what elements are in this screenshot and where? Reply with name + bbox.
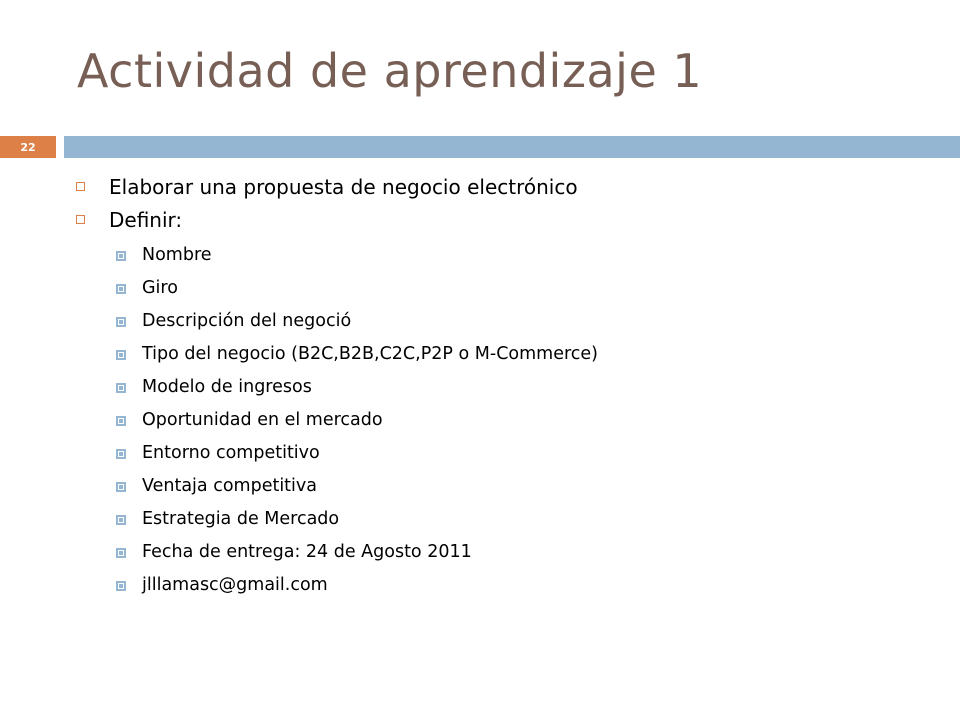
filled-square-bullet-icon: [116, 350, 126, 360]
sub-bullet-list: [76, 239, 936, 602]
sub-list-item-text: Ventaja competitiva: [142, 476, 317, 496]
email-text: jlllamasc@gmail.com: [142, 575, 328, 595]
sub-list-item-text: Estrategia de Mercado: [142, 509, 340, 529]
sub-list-item: [76, 437, 936, 470]
sub-list-item: [76, 503, 936, 536]
filled-square-bullet-icon: [116, 251, 126, 261]
filled-square-bullet-icon: [116, 548, 126, 558]
filled-square-bullet-icon: [116, 581, 126, 591]
sub-list-item: [76, 470, 936, 503]
sub-list-item-text: Descripción del negoció: [142, 311, 352, 331]
sub-list-item-text: Giro: [142, 278, 178, 298]
list-item-text: Elaborar una propuesta de negocio electrónico: [109, 175, 578, 199]
sub-list-item: [76, 338, 936, 371]
bullet-list: [76, 172, 936, 602]
sub-list-item-text: Modelo de ingresos: [142, 377, 312, 397]
filled-square-bullet-icon: [116, 416, 126, 426]
sub-list-item: [76, 569, 936, 602]
list-item-text: Definir:: [109, 208, 183, 232]
sub-list-item-text: Nombre: [142, 245, 212, 265]
sub-list-item-text: Oportunidad en el mercado: [142, 410, 383, 430]
filled-square-bullet-icon: [116, 482, 126, 492]
sub-list-item: [76, 272, 936, 305]
square-bullet-icon: [76, 215, 85, 224]
slide-content: [76, 172, 936, 605]
filled-square-bullet-icon: [116, 515, 126, 525]
title-divider-bar: [64, 136, 960, 158]
sub-list-item: [76, 305, 936, 338]
slide-title: Actividad de aprendizaje 1: [77, 44, 703, 98]
list-item: [76, 205, 936, 602]
sub-list-item-text: Fecha de entrega: 24 de Agosto 2011: [142, 542, 472, 562]
sub-list-item: [76, 239, 936, 272]
filled-square-bullet-icon: [116, 449, 126, 459]
filled-square-bullet-icon: [116, 284, 126, 294]
slide-number: 22: [0, 136, 56, 158]
sub-list-item: [76, 371, 936, 404]
sub-list-item: [76, 536, 936, 569]
list-item: [76, 172, 936, 202]
sub-list-item: [76, 404, 936, 437]
sub-list-item-text: Tipo del negocio (B2C,B2B,C2C,P2P o M-Commerce): [142, 344, 599, 364]
filled-square-bullet-icon: [116, 383, 126, 393]
square-bullet-icon: [76, 182, 85, 191]
sub-list-item-text: Entorno competitivo: [142, 443, 320, 463]
filled-square-bullet-icon: [116, 317, 126, 327]
